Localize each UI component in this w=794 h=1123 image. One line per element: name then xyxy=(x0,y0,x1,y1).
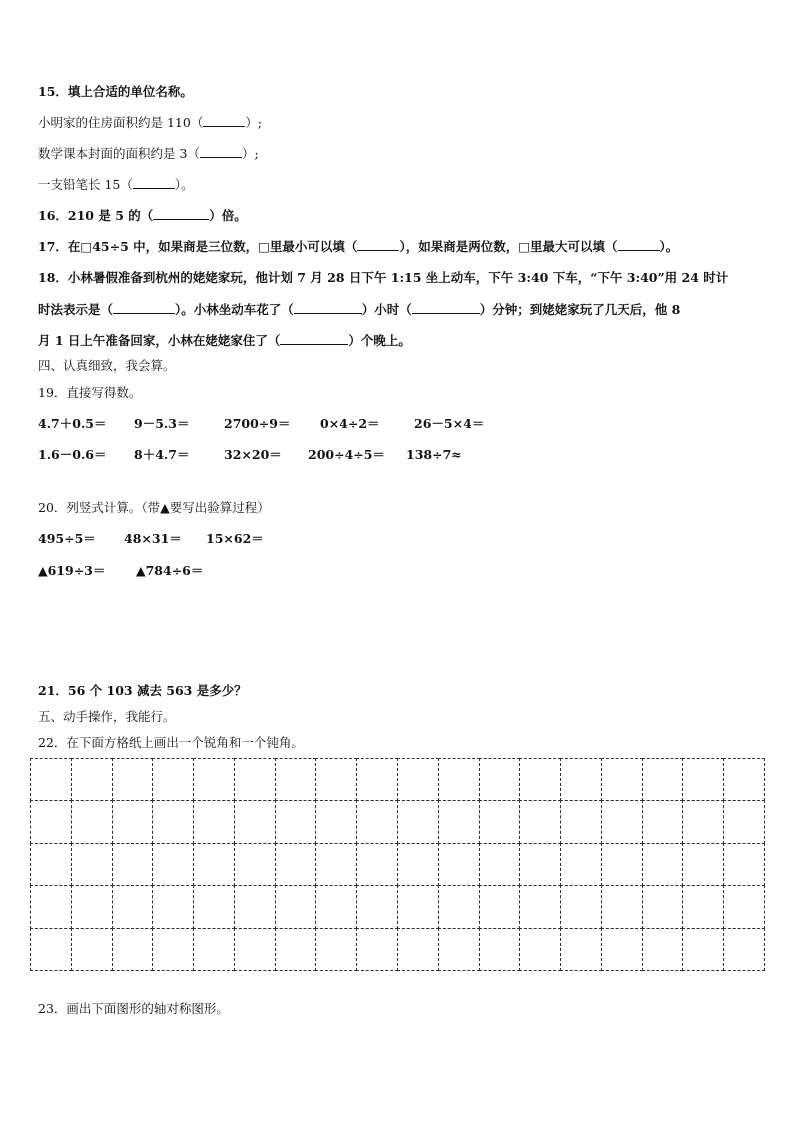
section-4-heading: 四、认真细致，我会算。 xyxy=(38,358,176,373)
grid-cell[interactable] xyxy=(193,843,235,886)
grid-cell[interactable] xyxy=(193,800,235,843)
q17-text-a: 17．在□45÷5 中，如果商是三位数，□里最小可以填（ xyxy=(38,239,358,254)
grid-cell[interactable] xyxy=(112,928,154,971)
grid-cell[interactable] xyxy=(234,800,276,843)
q15-l2-text: 数学课本封面的面积约是 3（ xyxy=(38,146,200,161)
grid-cell[interactable] xyxy=(519,843,561,886)
grid-cell[interactable] xyxy=(438,758,480,801)
answer-blank[interactable] xyxy=(357,239,399,251)
grid-cell[interactable] xyxy=(642,885,684,928)
grid-cell[interactable] xyxy=(30,843,72,886)
grid-cell[interactable] xyxy=(438,843,480,886)
grid-cell[interactable] xyxy=(642,928,684,971)
grid-cell[interactable] xyxy=(315,800,357,843)
grid-cell[interactable] xyxy=(234,885,276,928)
grid-cell[interactable] xyxy=(193,928,235,971)
grid-cell[interactable] xyxy=(560,928,602,971)
calc-item: ▲784÷6＝ xyxy=(136,563,204,578)
calc-item: 8＋4.7＝ xyxy=(134,447,190,462)
grid-cell[interactable] xyxy=(682,843,724,886)
q18-line-1: 18．小林暑假准备到杭州的姥姥家玩，他计划 7 月 28 日下午 1:15 坐上动车，下午 3:40 下车，“下午 3:40”用 24 时计 xyxy=(38,270,729,285)
grid-cell[interactable] xyxy=(438,885,480,928)
grid-cell[interactable] xyxy=(356,843,398,886)
grid-cell[interactable] xyxy=(397,928,439,971)
q17-text-c: ）。 xyxy=(659,239,679,254)
q19-title: 19．直接写得数。 xyxy=(38,385,142,400)
q22-title: 22．在下面方格纸上画出一个锐角和一个钝角。 xyxy=(38,735,304,750)
grid-cell[interactable] xyxy=(71,758,113,801)
answer-blank[interactable] xyxy=(113,302,175,314)
grid-cell[interactable] xyxy=(723,843,765,886)
q15-line-3 xyxy=(38,177,194,193)
grid-cell[interactable] xyxy=(397,800,439,843)
grid-cell[interactable] xyxy=(71,843,113,886)
grid-cell[interactable] xyxy=(479,928,521,971)
q18-text-c: ）小时（ xyxy=(361,302,412,317)
grid-cell[interactable] xyxy=(682,928,724,971)
grid-cell[interactable] xyxy=(601,928,643,971)
grid-cell[interactable] xyxy=(71,885,113,928)
grid-cell[interactable] xyxy=(275,885,317,928)
grid-cell[interactable] xyxy=(723,758,765,801)
grid-cell[interactable] xyxy=(438,928,480,971)
answer-blank[interactable] xyxy=(153,208,209,220)
grid-cell[interactable] xyxy=(682,885,724,928)
answer-blank[interactable] xyxy=(133,177,175,189)
grid-cell[interactable] xyxy=(152,800,194,843)
grid-cell[interactable] xyxy=(682,800,724,843)
grid-cell[interactable] xyxy=(356,885,398,928)
grid-cell[interactable] xyxy=(152,843,194,886)
grid-cell[interactable] xyxy=(71,928,113,971)
calc-item: 4.7＋0.5＝ xyxy=(38,416,107,431)
grid-cell[interactable] xyxy=(479,800,521,843)
calc-item: 1.6－0.6＝ xyxy=(38,447,107,462)
q15-line-2 xyxy=(38,146,259,162)
grid-cell[interactable] xyxy=(438,800,480,843)
q18-text-f: ）个晚上。 xyxy=(348,333,411,348)
grid-cell[interactable] xyxy=(275,928,317,971)
grid-cell[interactable] xyxy=(234,758,276,801)
grid-cell[interactable] xyxy=(397,843,439,886)
q15-l1-end: ）; xyxy=(245,115,263,130)
grid-cell[interactable] xyxy=(519,758,561,801)
q15-l2-end: ）; xyxy=(241,146,259,161)
q20-title: 20．列竖式计算。（带▲要写出验算过程） xyxy=(38,500,270,515)
calc-item: 0×4÷2＝ xyxy=(320,416,380,431)
grid-cell[interactable] xyxy=(560,885,602,928)
calc-item: 48×31＝ xyxy=(124,531,182,546)
grid-cell[interactable] xyxy=(601,843,643,886)
q15-l3-text: 一支铅笔长 15（ xyxy=(38,177,133,192)
grid-cell[interactable] xyxy=(193,758,235,801)
grid-cell[interactable] xyxy=(642,758,684,801)
grid-cell[interactable] xyxy=(275,800,317,843)
q18-text-b: ）。小林坐动车花了（ xyxy=(175,302,294,317)
grid-cell[interactable] xyxy=(642,800,684,843)
answer-blank[interactable] xyxy=(294,302,362,314)
calc-item: 26－5×4＝ xyxy=(414,416,485,431)
q18-text-e: 月 1 日上午准备回家，小林在姥姥家住了（ xyxy=(38,333,281,348)
grid-cell[interactable] xyxy=(30,758,72,801)
grid-cell[interactable] xyxy=(315,928,357,971)
grid-cell[interactable] xyxy=(315,758,357,801)
grid-cell[interactable] xyxy=(356,800,398,843)
grid-cell[interactable] xyxy=(479,758,521,801)
grid-cell[interactable] xyxy=(234,843,276,886)
q18-line-2 xyxy=(38,302,680,318)
q16-text-a: 16．210 是 5 的（ xyxy=(38,208,154,223)
grid-cell[interactable] xyxy=(479,885,521,928)
grid-cell[interactable] xyxy=(601,885,643,928)
calc-item: 200÷4÷5＝ xyxy=(308,447,385,462)
calc-item: 138÷7≈ xyxy=(406,447,462,462)
grid-cell[interactable] xyxy=(71,800,113,843)
grid-cell[interactable] xyxy=(112,800,154,843)
q23-title: 23．画出下面图形的轴对称图形。 xyxy=(38,1001,229,1016)
q16 xyxy=(38,208,247,224)
answer-blank[interactable] xyxy=(203,115,245,127)
grid-cell[interactable] xyxy=(642,843,684,886)
grid-cell[interactable] xyxy=(601,800,643,843)
grid-cell[interactable] xyxy=(723,928,765,971)
grid-cell[interactable] xyxy=(30,800,72,843)
grid-cell[interactable] xyxy=(560,800,602,843)
grid-cell[interactable] xyxy=(519,885,561,928)
grid-cell[interactable] xyxy=(560,758,602,801)
calc-item: ▲619÷3＝ xyxy=(38,563,106,578)
q18-text-a: 时法表示是（ xyxy=(38,302,114,317)
q16-text-b: ）倍。 xyxy=(209,208,247,223)
grid-cell[interactable] xyxy=(315,885,357,928)
grid-cell[interactable] xyxy=(519,800,561,843)
q17-text-b: ），如果商是两位数，□里最大可以填（ xyxy=(399,239,618,254)
q15-title: 15．填上合适的单位名称。 xyxy=(38,84,193,99)
grid-cell[interactable] xyxy=(479,843,521,886)
grid-cell[interactable] xyxy=(356,758,398,801)
section-5-heading: 五、动手操作，我能行。 xyxy=(38,709,176,724)
q15-l1-text: 小明家的住房面积约是 110（ xyxy=(38,115,204,130)
answer-blank[interactable] xyxy=(200,146,242,158)
grid-cell[interactable] xyxy=(723,885,765,928)
q17 xyxy=(38,239,678,255)
grid-cell[interactable] xyxy=(152,928,194,971)
answer-blank[interactable] xyxy=(280,333,348,345)
grid-cell[interactable] xyxy=(193,885,235,928)
grid-cell[interactable] xyxy=(30,885,72,928)
q18-line-3 xyxy=(38,333,411,349)
drawing-grid[interactable] xyxy=(30,758,764,970)
grid-cell[interactable] xyxy=(234,928,276,971)
calc-item: 2700÷9＝ xyxy=(224,416,291,431)
grid-cell[interactable] xyxy=(397,758,439,801)
grid-cell[interactable] xyxy=(519,928,561,971)
grid-cell[interactable] xyxy=(682,758,724,801)
q18-text-d: ）分钟；到姥姥家玩了几天后，他 8 xyxy=(479,302,681,317)
q15-l3-end: ）。 xyxy=(174,177,194,192)
calc-item: 32×20＝ xyxy=(224,447,282,462)
grid-cell[interactable] xyxy=(601,758,643,801)
grid-cell[interactable] xyxy=(112,885,154,928)
grid-cell[interactable] xyxy=(560,843,602,886)
calc-item: 15×62＝ xyxy=(206,531,264,546)
grid-cell[interactable] xyxy=(112,843,154,886)
grid-cell[interactable] xyxy=(356,928,398,971)
grid-cell[interactable] xyxy=(152,758,194,801)
grid-cell[interactable] xyxy=(315,843,357,886)
calc-item: 9－5.3＝ xyxy=(134,416,190,431)
grid-cell[interactable] xyxy=(397,885,439,928)
grid-cell[interactable] xyxy=(723,800,765,843)
grid-cell[interactable] xyxy=(112,758,154,801)
q21: 21．56 个 103 减去 563 是多少？ xyxy=(38,683,247,698)
grid-cell[interactable] xyxy=(152,885,194,928)
grid-cell[interactable] xyxy=(30,928,72,971)
answer-blank[interactable] xyxy=(412,302,480,314)
answer-blank[interactable] xyxy=(618,239,660,251)
calc-item: 495÷5＝ xyxy=(38,531,96,546)
grid-cell[interactable] xyxy=(275,758,317,801)
grid-cell[interactable] xyxy=(275,843,317,886)
q15-line-1 xyxy=(38,115,262,131)
